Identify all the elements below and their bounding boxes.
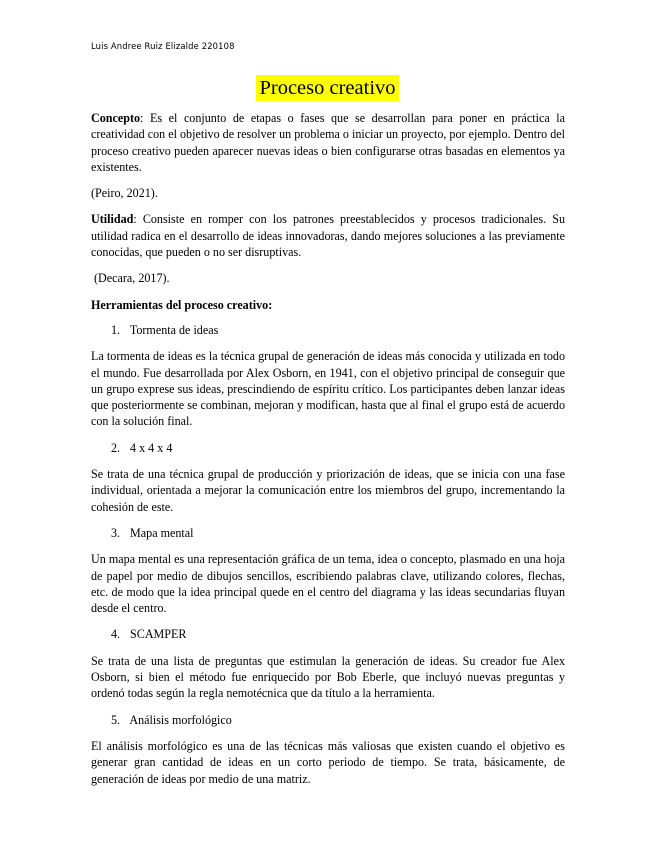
tool-description-3: Un mapa mental es una representación gráfica de un tema, idea o concepto, plasmado en una hoja de papel por medio de dibujos sencillos, escribiendo palabras clave, utilizando colores, flechas, etc. de modo que la idea principal quede en el centro del diagrama y las ideas secundarias fluyan desde el centro. xyxy=(91,552,565,616)
utilidad-citation: (Decara, 2017). xyxy=(91,271,170,286)
concepto-citation: (Peiro, 2021). xyxy=(91,186,158,201)
tool-number: 1. xyxy=(111,322,121,337)
tool-item-3 xyxy=(91,525,565,541)
herramientas-heading: Herramientas del proceso creativo: xyxy=(91,297,273,312)
tool-description-1: La tormenta de ideas es la técnica grupal de generación de ideas más conocida y utilizada en todo el mundo. Fue desarrollada por Alex Osborn, en 1941, con el objetivo principal de conseguir que un grupo exprese sus ideas, prescindiendo de espíritu crítico. Los participantes deben lanzar ideas que posteriormente se combinan, mejoran y modifican, hasta que al final el grupo está de acuerdo con la solución final. xyxy=(91,349,565,429)
page-title: Proceso creativo xyxy=(256,75,398,101)
tool-item-5 xyxy=(91,712,565,728)
title-container xyxy=(0,75,655,101)
tool-name: Tormenta de ideas xyxy=(129,322,219,337)
tool-description-4: Se trata de una lista de preguntas que estimulan la generación de ideas. Su creador fue Alex Osborn, si bien el método fue enriquecido por Bob Eberle, que incluyó nuevas preguntas y ordenó todas según la regla nemotécnica que da título a la herramienta. xyxy=(91,653,565,701)
tool-number: 5. xyxy=(111,712,121,727)
tool-item-1 xyxy=(91,322,565,338)
utilidad-label: Utilidad xyxy=(91,212,134,227)
tool-description-5: El análisis morfológico es una de las técnicas más valiosas que existen cuando el objetivo es generar gran cantidad de ideas en un corto periodo de tiempo. Se trata, básicamente, de generación de ideas por medio de una matriz. xyxy=(91,738,565,786)
tool-number: 4. xyxy=(111,627,121,642)
page-header-author: Luis Andree Ruiz Elizalde 220108 xyxy=(91,41,235,51)
utilidad-text: : Consiste en romper con los patrones preestablecidos y procesos tradicionales. Su utilidad radica en el desarrollo de ideas innovadoras, dando mejores soluciones a las previamente conocidas, que pueden o no ser disruptivas. xyxy=(91,212,565,260)
tool-item-4 xyxy=(91,626,565,642)
concepto-text: : Es el conjunto de etapas o fases que se desarrollan para poner en práctica la creatividad con el objetivo de resolver un problema o iniciar un proyecto, por ejemplo. Dentro del proceso creativo pueden aparecer nuevas ideas o bien configurarse otras basadas en elementos ya existentes. xyxy=(91,111,565,174)
tool-number: 3. xyxy=(111,525,121,540)
utilidad-paragraph xyxy=(91,211,565,260)
tool-name: 4 x 4 x 4 xyxy=(130,440,173,455)
tool-item-2 xyxy=(91,440,565,456)
tool-name: Análisis morfológico xyxy=(129,712,232,727)
tool-name: SCAMPER xyxy=(130,627,187,642)
document-body xyxy=(91,110,565,787)
tool-name: Mapa mental xyxy=(130,525,194,540)
tool-description-2: Se trata de una técnica grupal de producción y priorización de ideas, que se inicia con una fase individual, orientada a mejorar la comunicación entre los miembros del grupo, incrementando la cohesión de este. xyxy=(91,467,565,514)
tool-number: 2. xyxy=(111,440,121,455)
concepto-paragraph xyxy=(91,110,565,175)
concepto-label: Concepto xyxy=(91,111,141,125)
